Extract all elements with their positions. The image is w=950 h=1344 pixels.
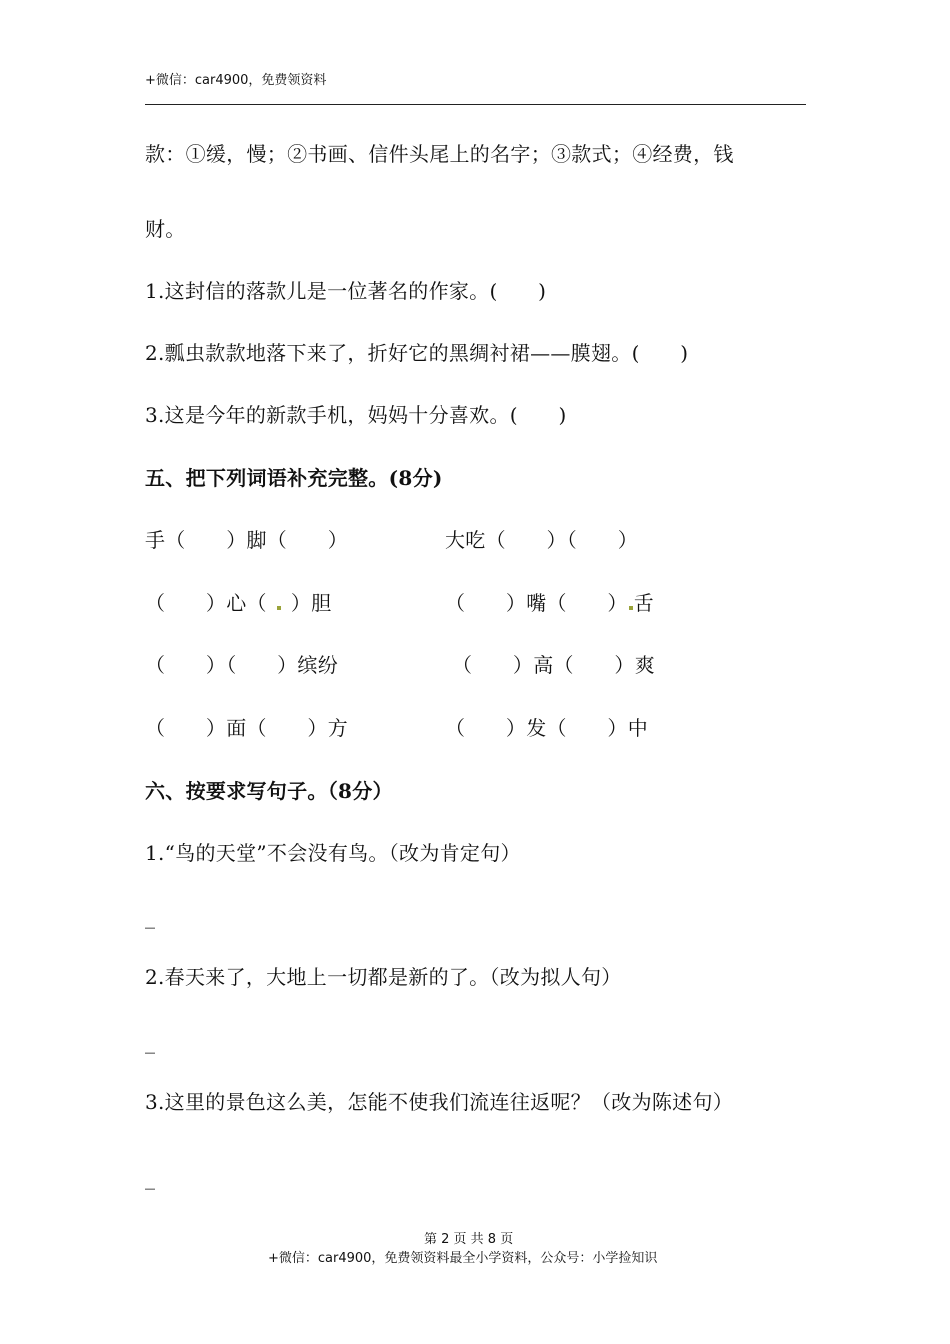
rewrite-question-2: 2.春天来了，大地上一切都是新的了。（改为拟人句） <box>145 965 622 989</box>
ink-dot <box>629 606 633 610</box>
ink-dot <box>277 606 281 610</box>
choice-question-2: 2.瓢虫款款地落下来了，折好它的黑绸衬裙——膜翅。( ) <box>145 341 689 365</box>
idiom-row-3-left: （ ）（ ）缤纷 <box>145 653 338 677</box>
section6-title: 六、按要求写句子。（8分） <box>145 779 393 803</box>
choice-question-3: 3.这是今年的新款手机，妈妈十分喜欢。( ) <box>145 403 567 427</box>
footer-text: +微信：car4900，免费领资料最全小学资料，公众号：小学捡知识 <box>268 1251 658 1266</box>
header-text: +微信：car4900，免费领资料 <box>145 73 327 88</box>
idiom-row-2-left-a: （ ）心（ <box>145 591 267 615</box>
rewrite-question-1: 1.“鸟的天堂”不会没有鸟。（改为肯定句） <box>145 841 521 865</box>
idiom-row-4-left: （ ）面（ ）方 <box>145 716 348 740</box>
idiom-row-1-left: 手（ ）脚（ ） <box>145 528 348 552</box>
choice-question-1: 1.这封信的落款儿是一位著名的作家。( ) <box>145 279 547 303</box>
idiom-row-2-right-a: （ ）嘴（ ） <box>445 591 628 615</box>
definition-line-2: 财。 <box>145 217 186 241</box>
idiom-row-2-left <box>145 587 331 616</box>
idiom-row-2-right-b: 舌 <box>633 591 655 615</box>
answer-line-1: _ <box>145 905 155 929</box>
rewrite-question-3: 3.这里的景色这么美，怎能不使我们流连往返呢？（改为陈述句） <box>145 1090 734 1114</box>
section5-title: 五、把下列词语补充完整。(8分) <box>145 466 443 490</box>
header-divider <box>145 104 806 105</box>
page-number: 第 2 页 共 8 页 <box>424 1232 514 1247</box>
idiom-row-2-right <box>445 587 654 616</box>
answer-line-3: _ <box>145 1166 155 1190</box>
idiom-row-4-right: （ ）发（ ）中 <box>445 716 648 740</box>
idiom-row-1-right: 大吃（ ）（ ） <box>445 528 638 552</box>
answer-line-2: _ <box>145 1030 155 1054</box>
idiom-row-2-left-b: ）胆 <box>290 591 332 615</box>
idiom-row-3-right: （ ）高（ ）爽 <box>452 653 655 677</box>
definition-line-1: 款：①缓，慢；②书画、信件头尾上的名字；③款式；④经费，钱 <box>145 142 734 166</box>
